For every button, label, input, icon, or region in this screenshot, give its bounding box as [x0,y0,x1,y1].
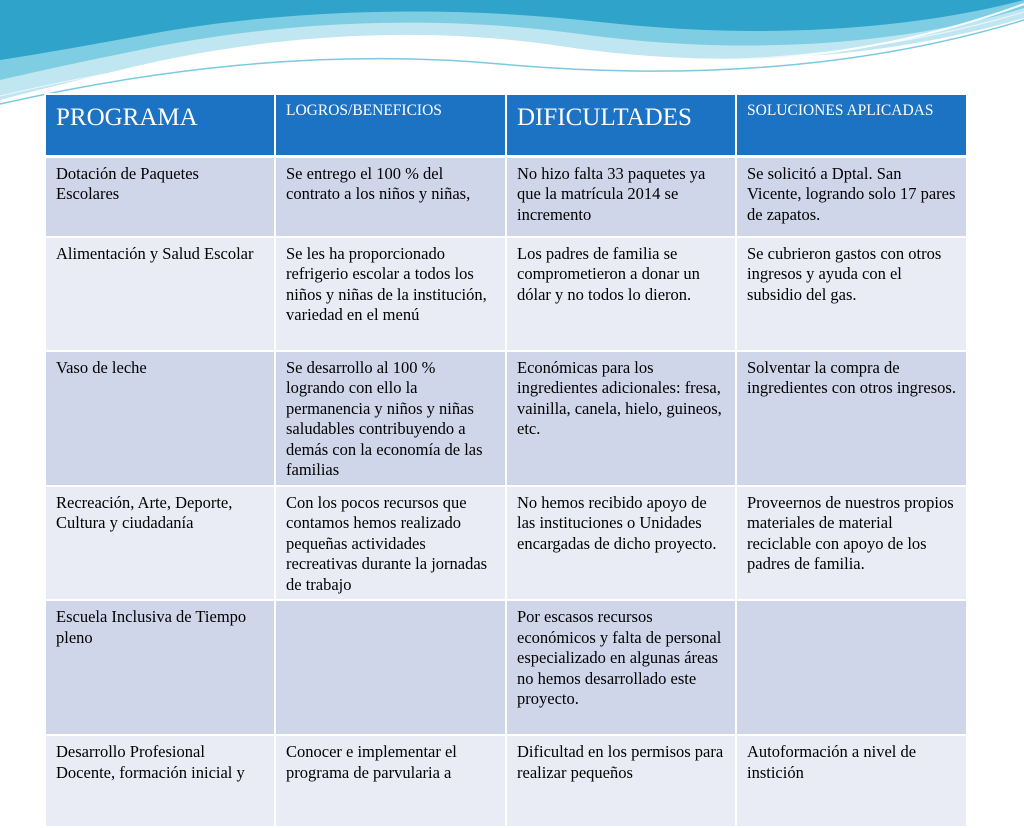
cell-soluciones: Se solicitó a Dptal. San Vicente, logrando solo 17 pares de zapatos. [736,156,967,237]
cell-dificultades: Económicas para los ingredientes adicionales: fresa, vainilla, canela, hielo, guineos, etc. [506,351,736,486]
table-row [45,600,967,735]
table-row [45,486,967,601]
cell-programa: Vaso de leche [45,351,275,486]
cell-dificultades: Dificultad en los permisos para realizar pequeños [506,735,736,827]
header-soluciones-aplicadas: SOLUCIONES APLICADAS [736,94,967,156]
cell-soluciones: Proveernos de nuestros propios materiales de material reciclable con apoyo de los padres de familia. [736,486,967,601]
cell-logros [275,600,506,735]
table-header-row [45,94,967,156]
cell-soluciones: Autoformación a nivel de instición [736,735,967,827]
cell-logros: Se les ha proporcionado refrigerio escolar a todos los niños y niñas de la institución, variedad en el menú [275,237,506,351]
cell-logros: Se entrego el 100 % del contrato a los niños y niñas, [275,156,506,237]
cell-dificultades: Por escasos recursos económicos y falta de personal especializado en algunas áreas no hemos desarrollado este proyecto. [506,600,736,735]
cell-soluciones: Solventar la compra de ingredientes con otros ingresos. [736,351,967,486]
programs-table [44,93,968,828]
cell-logros: Conocer e implementar el programa de parvularia a [275,735,506,827]
header-logros-beneficios: LOGROS/BENEFICIOS [275,94,506,156]
cell-dificultades: No hemos recibido apoyo de las instituciones o Unidades encargadas de dicho proyecto. [506,486,736,601]
table-row [45,237,967,351]
cell-dificultades: Los padres de familia se comprometieron a donar un dólar y no todos lo dieron. [506,237,736,351]
programs-table-container [44,93,966,793]
table-row [45,351,967,486]
header-dificultades: DIFICULTADES [506,94,736,156]
cell-soluciones: Se cubrieron gastos con otros ingresos y ayuda con el subsidio del gas. [736,237,967,351]
cell-logros: Se desarrollo al 100 % logrando con ello la permanencia y niños y niñas saludables contribuyendo a demás con la economía de las familias [275,351,506,486]
cell-programa: Dotación de Paquetes Escolares [45,156,275,237]
cell-dificultades: No hizo falta 33 paquetes ya que la matrícula 2014 se incremento [506,156,736,237]
header-programa: PROGRAMA [45,94,275,156]
cell-soluciones [736,600,967,735]
cell-programa: Desarrollo Profesional Docente, formación inicial y [45,735,275,827]
table-row [45,156,967,237]
cell-programa: Escuela Inclusiva de Tiempo pleno [45,600,275,735]
cell-programa: Recreación, Arte, Deporte, Cultura y ciudadanía [45,486,275,601]
cell-programa: Alimentación y Salud Escolar [45,237,275,351]
table-row [45,735,967,827]
cell-logros: Con los pocos recursos que contamos hemos realizado pequeñas actividades recreativas durante la jornadas de trabajo [275,486,506,601]
